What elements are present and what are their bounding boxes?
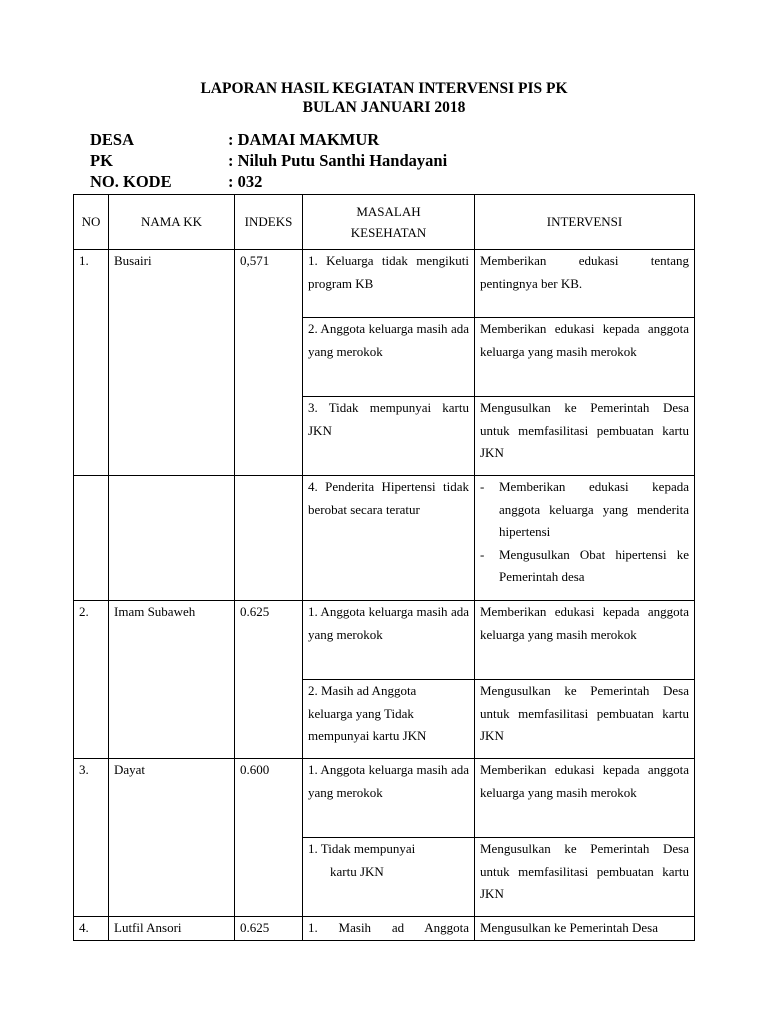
- col-indeks: INDEKS: [235, 195, 303, 250]
- table-row: [74, 601, 695, 680]
- masalah-line: mempunyai kartu JKN: [308, 728, 427, 743]
- row-nama-kk: Busairi: [109, 250, 235, 476]
- row-masalah: [303, 680, 475, 759]
- row-intervensi: Mengusulkan ke Pemerintah Desa untuk memfasilitasi pembuatan kartu JKN: [475, 680, 695, 759]
- row-intervensi: [475, 476, 695, 601]
- kode-value: : 032: [228, 172, 263, 191]
- col-masalah-line1: MASALAH: [356, 204, 421, 219]
- row-indeks: 0,571: [235, 250, 303, 476]
- row-masalah: 1. Keluarga tidak mengikuti program KB: [303, 250, 475, 318]
- report-title: LAPORAN HASIL KEGIATAN INTERVENSI PIS PK: [200, 80, 568, 97]
- intervensi-bullet: - Mengusulkan Obat hipertensi ke Pemerintah desa: [480, 544, 689, 589]
- masalah-line: kartu JKN: [330, 863, 384, 879]
- desa-value: : DAMAI MAKMUR: [228, 130, 380, 149]
- col-masalah-kesehatan: [303, 195, 475, 250]
- col-nama-kk: NAMA KK: [109, 195, 235, 250]
- row-intervensi: Mengusulkan ke Pemerintah Desa untuk memfasilitasi pembuatan kartu JKN: [475, 397, 695, 476]
- row-intervensi: Memberikan edukasi kepada anggota keluarga yang masih merokok: [475, 759, 695, 838]
- table-row: [74, 476, 695, 601]
- table-header-row: [74, 195, 695, 250]
- row-indeks: 0.600: [235, 759, 303, 917]
- table-row: [74, 759, 695, 838]
- row-masalah: 1. Anggota keluarga masih ada yang merokok: [303, 759, 475, 838]
- row-masalah: 1. Anggota keluarga masih ada yang merokok: [303, 601, 475, 680]
- pk-label: PK: [90, 151, 113, 170]
- row-no: 2.: [74, 601, 109, 759]
- row-intervensi: Memberikan edukasi kepada anggota keluarga yang masih merokok: [475, 318, 695, 397]
- row-indeks: 0.625: [235, 917, 303, 941]
- intervensi-bullet-text: Memberikan edukasi kepada anggota keluarga yang menderita hipertensi: [499, 479, 689, 539]
- row-nama-kk: Dayat: [109, 759, 235, 917]
- row-masalah: 3. Tidak mempunyai kartu JKN: [303, 397, 475, 476]
- row-masalah: [303, 838, 475, 917]
- intervention-table: [73, 194, 695, 941]
- row-indeks-empty: [235, 476, 303, 601]
- row-masalah: 1. Masih ad Anggota: [303, 917, 475, 941]
- row-nama-kk: Imam Subaweh: [109, 601, 235, 759]
- col-no: NO: [74, 195, 109, 250]
- masalah-line: 1. Tidak mempunyai: [308, 841, 416, 856]
- col-intervensi: INTERVENSI: [475, 195, 695, 250]
- desa-label: DESA: [90, 130, 135, 149]
- row-nama-kk: Lutfil Ansori: [109, 917, 235, 941]
- row-nama-empty: [109, 476, 235, 601]
- row-intervensi: Mengusulkan ke Pemerintah Desa: [475, 917, 695, 941]
- row-indeks: 0.625: [235, 601, 303, 759]
- col-masalah-line2: KESEHATAN: [350, 225, 427, 240]
- row-masalah: 4. Penderita Hipertensi tidak berobat secara teratur: [303, 476, 475, 601]
- table-row: [74, 250, 695, 318]
- row-no-empty: [74, 476, 109, 601]
- row-intervensi: Memberikan edukasi tentang pentingnya ber KB.: [475, 250, 695, 318]
- intervensi-bullet-text: Mengusulkan Obat hipertensi ke Pemerintah desa: [499, 546, 689, 584]
- row-no: 3.: [74, 759, 109, 917]
- report-subtitle: BULAN JANUARI 2018: [302, 99, 466, 116]
- masalah-line: keluarga yang Tidak: [308, 705, 414, 721]
- table-row: [74, 917, 695, 941]
- intervensi-bullet: - Memberikan edukasi kepada anggota keluarga yang menderita hipertensi: [480, 476, 689, 544]
- masalah-line: 2. Masih ad Anggota: [308, 683, 417, 698]
- row-no: 1.: [74, 250, 109, 476]
- row-no: 4.: [74, 917, 109, 941]
- row-masalah: 2. Anggota keluarga masih ada yang merokok: [303, 318, 475, 397]
- row-intervensi: Memberikan edukasi kepada anggota keluarga yang masih merokok: [475, 601, 695, 680]
- kode-label: NO. KODE: [90, 172, 172, 191]
- pk-value: : Niluh Putu Santhi Handayani: [228, 151, 448, 170]
- row-intervensi: Mengusulkan ke Pemerintah Desa untuk memfasilitasi pembuatan kartu JKN: [475, 838, 695, 917]
